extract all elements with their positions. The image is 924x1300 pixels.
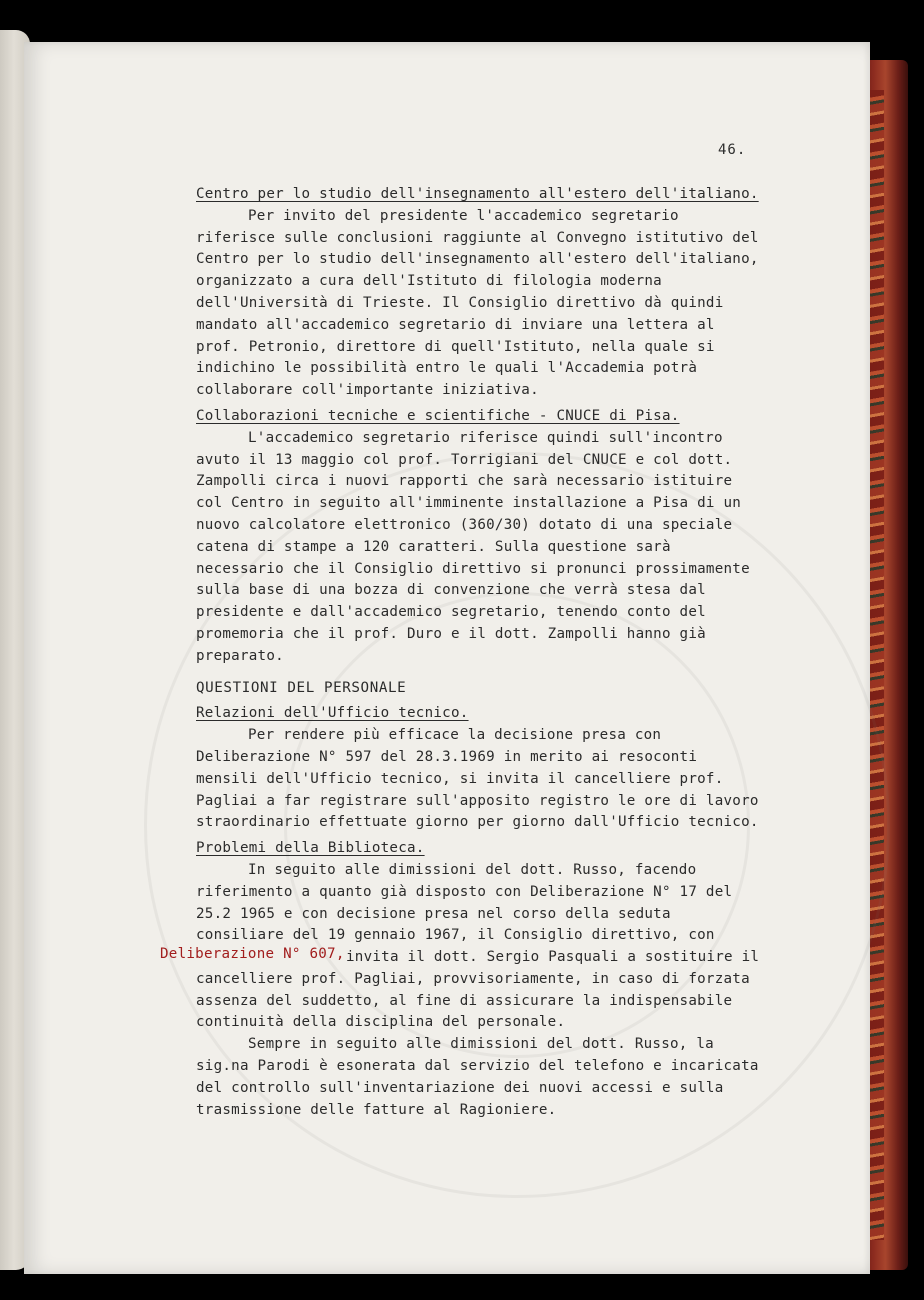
typed-text-body — [196, 180, 766, 1121]
paragraph-collaborazioni: L'accademico segretario riferisce quindi sull'incontro avuto il 13 maggio col prof. Torrigiani del CNUCE e col dott. Zampolli circa i nuovi rapporti che sarà necessario istituire col Centro in seguito all'imminente installazione a Pisa di un nuovo calcolatore elettronico (360/30) dotato di una speciale catena di stampe a 120 caratteri. Sulla questione sarà necessario che il Consiglio direttivo si pronunci prossimamente sulla base di una bozza di convenzione che verrà stesa dal presidente e dall'accademico segretario, tenendo conto del promemoria che il prof. Duro e il dott. Zampolli hanno già preparato. — [196, 429, 750, 664]
paragraph-centro-studio: Per invito del presidente l'accademico segretario riferisce sulle conclusioni raggiunte al Convegno istitutivo del Centro per lo studio dell'insegnamento all'estero dell'italiano, organizzato a cura dell'Istituto di filologia moderna dell'Università di Trieste. Il Consiglio direttivo dà quindi mandato all'accademico segretario di inviare una lettera al prof. Petronio, direttore di quell'Istituto, nella quale si indichino le possibilità entro le quali l'Accademia potrà collaborare coll'importante iniziativa. — [196, 207, 759, 399]
paragraph-biblioteca-2: invita il dott. Sergio Pasquali a sostituire il cancelliere prof. Pagliai, provvisoriamente, in caso di forzata assenza del suddetto, al fine di assicurare la indispensabile continuità della disciplina del personale. — [196, 949, 760, 1031]
paragraph-biblioteca-1: In seguito alle dimissioni del dott. Russo, facendo riferimento a quanto già disposto con Deliberazione N° 17 del 25.2 1965 e con decisione presa nel corso della seduta consiliare del 19 gennaio 1967, il Consiglio direttivo, con — [196, 861, 733, 944]
page-number: 46. — [718, 142, 747, 158]
section-title-personale: QUESTIONI DEL PERSONALE — [196, 679, 407, 696]
heading-ufficio-tecnico: Relazioni dell'Ufficio tecnico. — [196, 705, 469, 722]
paragraph-ufficio-tecnico: Per rendere più efficace la decisione presa con Deliberazione N° 597 del 28.3.1969 in merito ai resoconti mensili dell'Ufficio tecnico, si invita il cancelliere prof. Pagliai a far registrare sull'apposito registro le ore di lavoro straordinario effettuate giorno per giorno dall'Ufficio tecnico. — [196, 727, 759, 831]
heading-biblioteca: Problemi della Biblioteca. — [196, 840, 425, 857]
heading-centro-studio: Centro per lo studio dell'insegnamento all'estero dell'italiano. — [196, 186, 759, 202]
heading-collaborazioni: Collaborazioni tecniche e scientifiche - CNUCE di Pisa. — [196, 407, 680, 424]
paragraph-biblioteca-3: Sempre in seguito alle dimissioni del dott. Russo, la sig.na Parodi è esonerata dal servizio del telefono e incaricata del controllo sull'inventariazione dei nuovi accessi e sulla trasmissione delle fatture al Ragioniere. — [196, 1036, 759, 1118]
margin-annotation-deliberazione: Deliberazione N° 607, — [160, 946, 345, 962]
